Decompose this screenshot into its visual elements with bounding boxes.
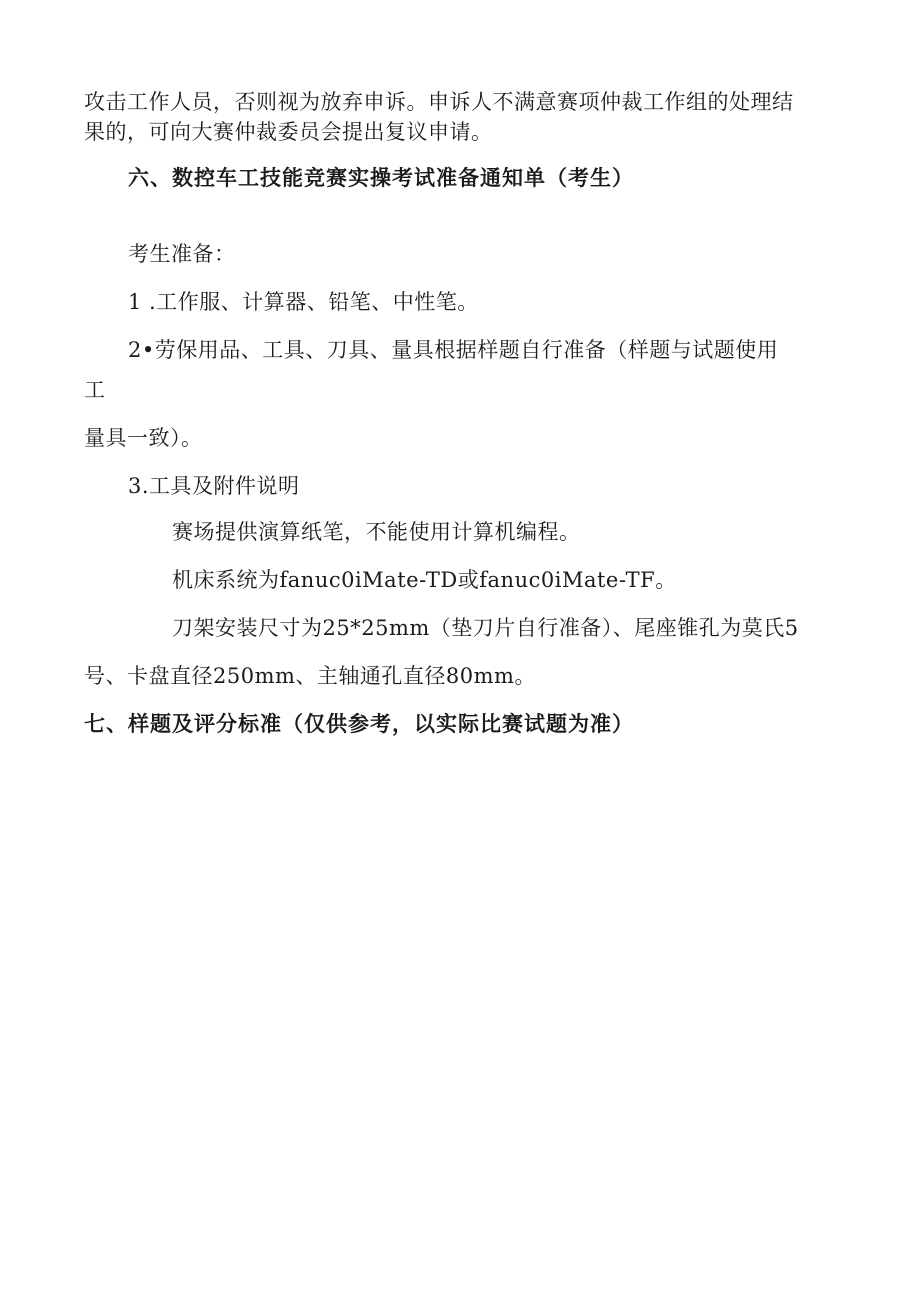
paragraph-line: 攻击工作人员，否则视为放弃申诉。申诉人不满意赛项仲裁工作组的处理结 xyxy=(84,90,794,114)
list-item-continuation: 工 xyxy=(84,378,106,402)
prep-label: 考生准备： xyxy=(128,242,236,266)
note-line: 机床系统为fanuc0iMate-TD或fanuc0iMate-TF。 xyxy=(172,568,677,592)
section-heading-6: 六、数控车工技能竞赛实操考试准备通知单（考生） xyxy=(128,166,634,190)
section-heading-7: 七、样题及评分标准（仅供参考，以实际比赛试题为准） xyxy=(84,712,634,736)
note-line: 赛场提供演算纸笔，不能使用计算机编程。 xyxy=(172,520,581,544)
list-item: 1 .工作服、计算器、铅笔、中性笔。 xyxy=(128,290,479,314)
paragraph-line: 果的，可向大赛仲裁委员会提出复议申请。 xyxy=(84,120,493,144)
note-line-continuation: 号、卡盘直径250mm、主轴通孔直径80mm。 xyxy=(84,664,536,688)
list-item: 3.工具及附件说明 xyxy=(128,474,300,498)
list-item-continuation: 量具一致）。 xyxy=(84,426,203,450)
note-line: 刀架安装尺寸为25*25mm（垫刀片自行准备）、尾座锥孔为莫氏5 xyxy=(172,616,799,640)
list-item: 2•劳保用品、工具、刀具、量具根据样题自行准备（样题与试题使用 xyxy=(128,338,779,362)
